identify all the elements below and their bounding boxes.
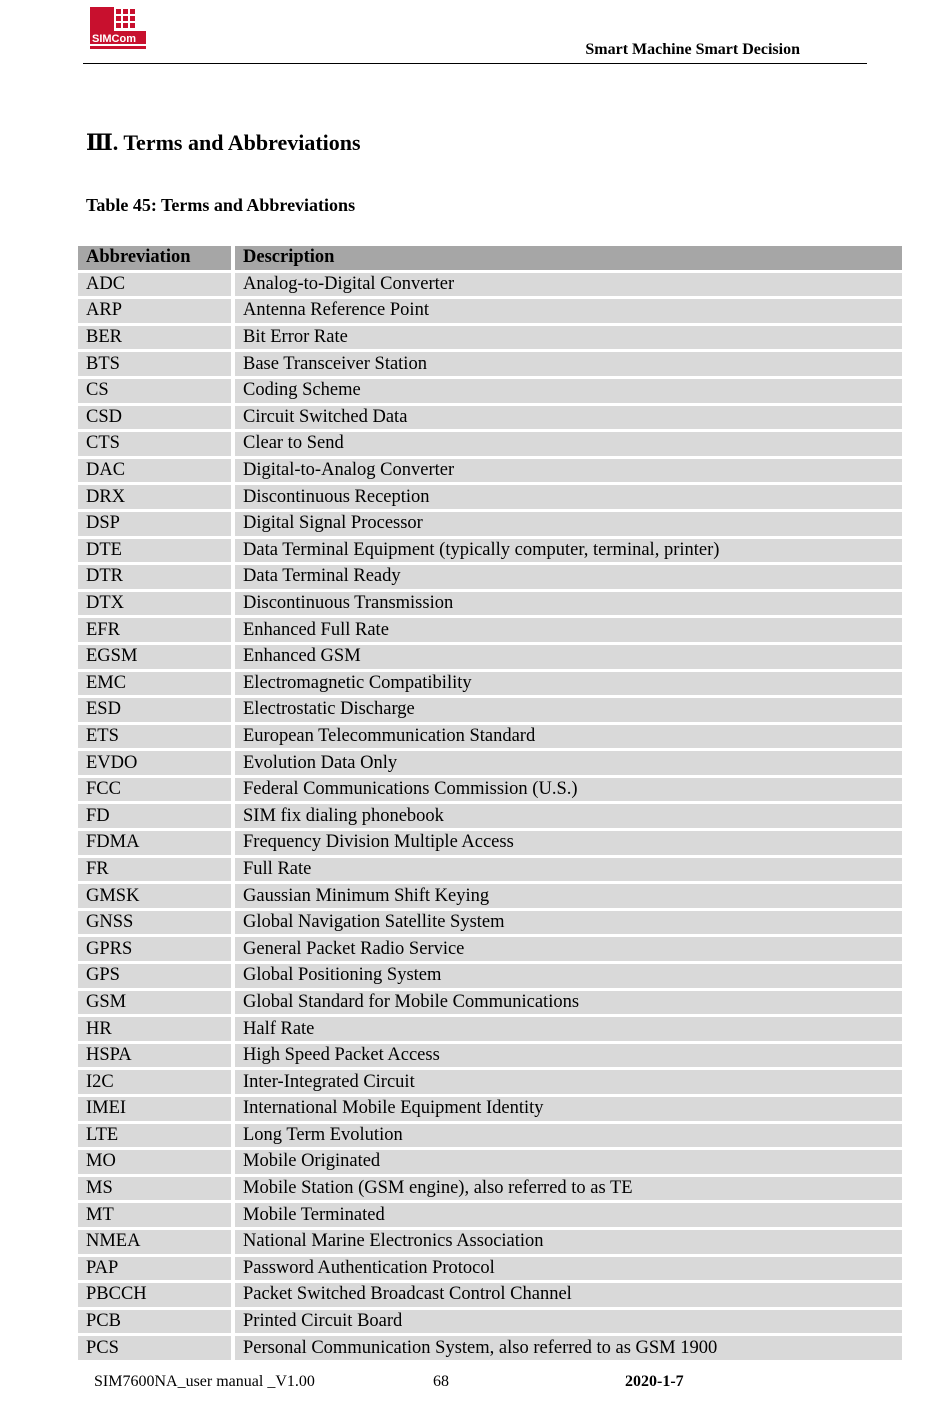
- abbreviation-cell: DRX: [78, 485, 235, 509]
- abbreviation-cell: GMSK: [78, 884, 235, 908]
- footer-doc-name: SIM7600NA_user manual _V1.00: [94, 1373, 315, 1390]
- table-row: [78, 1150, 902, 1174]
- table-row: [78, 725, 902, 749]
- abbreviation-cell: PAP: [78, 1257, 235, 1281]
- footer-page-number: 68: [433, 1373, 449, 1390]
- description-cell: Coding Scheme: [235, 379, 902, 403]
- table-header-row: [78, 246, 902, 270]
- abbreviation-cell: ESD: [78, 698, 235, 722]
- description-cell: Data Terminal Equipment (typically computer, terminal, printer): [235, 539, 902, 563]
- description-cell: Data Terminal Ready: [235, 565, 902, 589]
- logo-wordmark: SIMCom: [92, 33, 136, 45]
- table-row: [78, 1017, 902, 1041]
- description-cell: Antenna Reference Point: [235, 299, 902, 323]
- table-row: [78, 1124, 902, 1148]
- description-cell: General Packet Radio Service: [235, 937, 902, 961]
- table-row: [78, 618, 902, 642]
- description-cell: Half Rate: [235, 1017, 902, 1041]
- abbreviation-cell: EGSM: [78, 645, 235, 669]
- abbreviation-cell: PCS: [78, 1336, 235, 1360]
- description-cell: Password Authentication Protocol: [235, 1257, 902, 1281]
- simcom-logo: [90, 7, 148, 51]
- description-cell: Enhanced Full Rate: [235, 618, 902, 642]
- table-row: [78, 565, 902, 589]
- table-row: [78, 539, 902, 563]
- description-cell: SIM fix dialing phonebook: [235, 804, 902, 828]
- abbreviation-cell: MO: [78, 1150, 235, 1174]
- table-row: [78, 1203, 902, 1227]
- abbreviation-cell: DTR: [78, 565, 235, 589]
- description-cell: Digital-to-Analog Converter: [235, 459, 902, 483]
- abbreviation-cell: HR: [78, 1017, 235, 1041]
- table-row: [78, 1283, 902, 1307]
- abbreviation-cell: ETS: [78, 725, 235, 749]
- table-row: [78, 991, 902, 1015]
- abbreviations-table: [78, 243, 902, 1363]
- table-row: [78, 804, 902, 828]
- table-row: [78, 485, 902, 509]
- abbreviation-cell: ARP: [78, 299, 235, 323]
- description-cell: Electromagnetic Compatibility: [235, 672, 902, 696]
- table-row: [78, 299, 902, 323]
- description-cell: Printed Circuit Board: [235, 1310, 902, 1334]
- description-cell: Evolution Data Only: [235, 751, 902, 775]
- table-row: [78, 1177, 902, 1201]
- table-row: [78, 911, 902, 935]
- abbreviation-cell: LTE: [78, 1124, 235, 1148]
- abbreviation-cell: BTS: [78, 352, 235, 376]
- abbreviation-cell: MT: [78, 1203, 235, 1227]
- table-row: [78, 273, 902, 297]
- table-row: [78, 432, 902, 456]
- table-caption: Table 45: Terms and Abbreviations: [86, 195, 356, 215]
- table-row: [78, 592, 902, 616]
- table-row: [78, 937, 902, 961]
- description-cell: Clear to Send: [235, 432, 902, 456]
- header-description: Description: [235, 246, 902, 270]
- abbreviation-cell: CSD: [78, 406, 235, 430]
- abbreviation-cell: BER: [78, 326, 235, 350]
- abbreviation-cell: DSP: [78, 512, 235, 536]
- description-cell: Global Positioning System: [235, 964, 902, 988]
- abbreviation-cell: I2C: [78, 1070, 235, 1094]
- table-row: [78, 406, 902, 430]
- abbreviation-cell: ADC: [78, 273, 235, 297]
- abbreviation-cell: EFR: [78, 618, 235, 642]
- table-row: [78, 778, 902, 802]
- abbreviation-cell: HSPA: [78, 1044, 235, 1068]
- description-cell: Base Transceiver Station: [235, 352, 902, 376]
- abbreviation-cell: FCC: [78, 778, 235, 802]
- description-cell: Global Navigation Satellite System: [235, 911, 902, 935]
- abbreviation-cell: GSM: [78, 991, 235, 1015]
- description-cell: European Telecommunication Standard: [235, 725, 902, 749]
- table-row: [78, 379, 902, 403]
- abbreviation-cell: EMC: [78, 672, 235, 696]
- description-cell: Gaussian Minimum Shift Keying: [235, 884, 902, 908]
- abbreviation-cell: CS: [78, 379, 235, 403]
- description-cell: Personal Communication System, also referred to as GSM 1900: [235, 1336, 902, 1360]
- description-cell: Discontinuous Reception: [235, 485, 902, 509]
- description-cell: Full Rate: [235, 858, 902, 882]
- description-cell: Long Term Evolution: [235, 1124, 902, 1148]
- section-title: Ⅲ. Terms and Abbreviations: [86, 130, 361, 155]
- description-cell: High Speed Packet Access: [235, 1044, 902, 1068]
- table-row: [78, 645, 902, 669]
- table-row: [78, 1310, 902, 1334]
- table-row: [78, 1336, 902, 1360]
- abbreviation-cell: EVDO: [78, 751, 235, 775]
- table-row: [78, 1230, 902, 1254]
- table-row: [78, 512, 902, 536]
- table-row: [78, 672, 902, 696]
- abbreviation-cell: IMEI: [78, 1097, 235, 1121]
- header-rule: [83, 63, 867, 64]
- description-cell: Frequency Division Multiple Access: [235, 831, 902, 855]
- abbreviation-cell: DAC: [78, 459, 235, 483]
- description-cell: Bit Error Rate: [235, 326, 902, 350]
- abbreviations-table-wrapper: [78, 246, 902, 1363]
- description-cell: Discontinuous Transmission: [235, 592, 902, 616]
- description-cell: Mobile Originated: [235, 1150, 902, 1174]
- abbreviation-cell: PCB: [78, 1310, 235, 1334]
- table-row: [78, 1097, 902, 1121]
- description-cell: Electrostatic Discharge: [235, 698, 902, 722]
- table-row: [78, 698, 902, 722]
- abbreviation-cell: DTE: [78, 539, 235, 563]
- table-row: [78, 326, 902, 350]
- table-row: [78, 751, 902, 775]
- abbreviation-cell: CTS: [78, 432, 235, 456]
- abbreviation-cell: NMEA: [78, 1230, 235, 1254]
- abbreviation-cell: GNSS: [78, 911, 235, 935]
- abbreviation-cell: MS: [78, 1177, 235, 1201]
- header-abbreviation: Abbreviation: [78, 246, 235, 270]
- description-cell: Federal Communications Commission (U.S.): [235, 778, 902, 802]
- abbreviation-cell: GPS: [78, 964, 235, 988]
- table-row: [78, 964, 902, 988]
- table-row: [78, 831, 902, 855]
- description-cell: Packet Switched Broadcast Control Channel: [235, 1283, 902, 1307]
- abbreviation-cell: GPRS: [78, 937, 235, 961]
- description-cell: National Marine Electronics Association: [235, 1230, 902, 1254]
- description-cell: Inter-Integrated Circuit: [235, 1070, 902, 1094]
- description-cell: Analog-to-Digital Converter: [235, 273, 902, 297]
- description-cell: Mobile Station (GSM engine), also referred to as TE: [235, 1177, 902, 1201]
- table-row: [78, 884, 902, 908]
- abbreviation-cell: DTX: [78, 592, 235, 616]
- table-row: [78, 1070, 902, 1094]
- footer-date: 2020-1-7: [625, 1373, 684, 1390]
- description-cell: Global Standard for Mobile Communications: [235, 991, 902, 1015]
- description-cell: Digital Signal Processor: [235, 512, 902, 536]
- abbreviation-cell: FDMA: [78, 831, 235, 855]
- header-tagline: Smart Machine Smart Decision: [585, 41, 800, 58]
- abbreviation-cell: FD: [78, 804, 235, 828]
- description-cell: Circuit Switched Data: [235, 406, 902, 430]
- table-row: [78, 858, 902, 882]
- table-row: [78, 459, 902, 483]
- description-cell: Enhanced GSM: [235, 645, 902, 669]
- table-row: [78, 1044, 902, 1068]
- abbreviation-cell: FR: [78, 858, 235, 882]
- table-row: [78, 352, 902, 376]
- table-row: [78, 1257, 902, 1281]
- description-cell: International Mobile Equipment Identity: [235, 1097, 902, 1121]
- description-cell: Mobile Terminated: [235, 1203, 902, 1227]
- abbreviation-cell: PBCCH: [78, 1283, 235, 1307]
